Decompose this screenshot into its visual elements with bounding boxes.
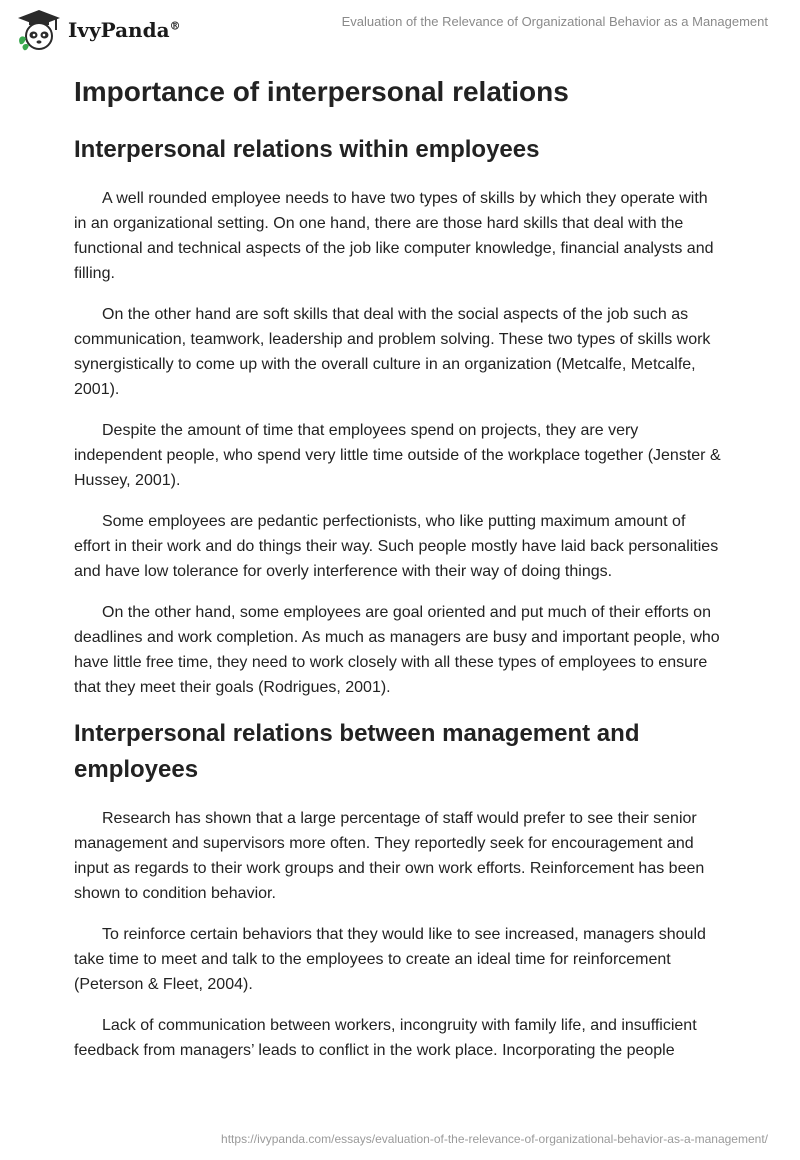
- paragraph: On the other hand are soft skills that deal with the social aspects of the job such as communication, teamwork, leadership and problem solving. These two types of skills work synergistically to come up with the overall culture in an organization (Metcalfe, Metcalfe, 2001).: [74, 306, 711, 398]
- paragraph: Despite the amount of time that employees spend on projects, they are very independent people, who spend very little time outside of the workplace together (Jenster & Hussey, 2001).: [74, 422, 721, 489]
- document-title: Evaluation of the Relevance of Organizational Behavior as a Management: [341, 14, 768, 29]
- section-heading-management-employees: Interpersonal relations between management and employees: [74, 720, 640, 783]
- ivypanda-logo[interactable]: [16, 8, 181, 52]
- section-heading-within-employees: Interpersonal relations within employees: [74, 136, 540, 163]
- logo-text: IvyPanda®: [68, 18, 181, 42]
- paragraph: To reinforce certain behaviors that they would like to see increased, managers should take time to meet and talk to the employees to create an ideal time for reinforcement (Peterson & Fleet, 2004).: [74, 926, 706, 993]
- paragraph: Research has shown that a large percentage of staff would prefer to see their senior management and supervisors more often. They reportedly seek for encouragement and input as regards to their work groups and their own work efforts. Reinforcement has been shown to condition behavior.: [74, 810, 705, 902]
- page-header: [0, 0, 800, 60]
- source-url-link[interactable]: https://ivypanda.com/essays/evaluation-of-the-relevance-of-organizational-behavior-as-a-management/: [221, 1132, 768, 1146]
- paragraph: A well rounded employee needs to have two types of skills by which they operate with in an organizational setting. On one hand, there are those hard skills that deal with the functional and technical aspects of the job like computer knowledge, financial analysts and filling.: [74, 190, 714, 282]
- article-content: [74, 74, 724, 1079]
- paragraph: Some employees are pedantic perfectionists, who like putting maximum amount of effort in their work and do things their way. Such people mostly have laid back personalities and have low tolerance for overly interference with their way of doing things.: [74, 513, 719, 580]
- page-title: Importance of interpersonal relations: [74, 76, 569, 107]
- panda-logo-icon: [16, 8, 62, 52]
- paragraph: On the other hand, some employees are goal oriented and put much of their efforts on deadlines and work completion. As much as managers are busy and important people, who have little free time, they need to work closely with all these types of employees to ensure that they meet their goals (Rodrigues, 2001).: [74, 604, 720, 696]
- paragraph: Lack of communication between workers, incongruity with family life, and insufficient feedback from managers’ leads to conflict in the work place. Incorporating the people: [74, 1017, 697, 1059]
